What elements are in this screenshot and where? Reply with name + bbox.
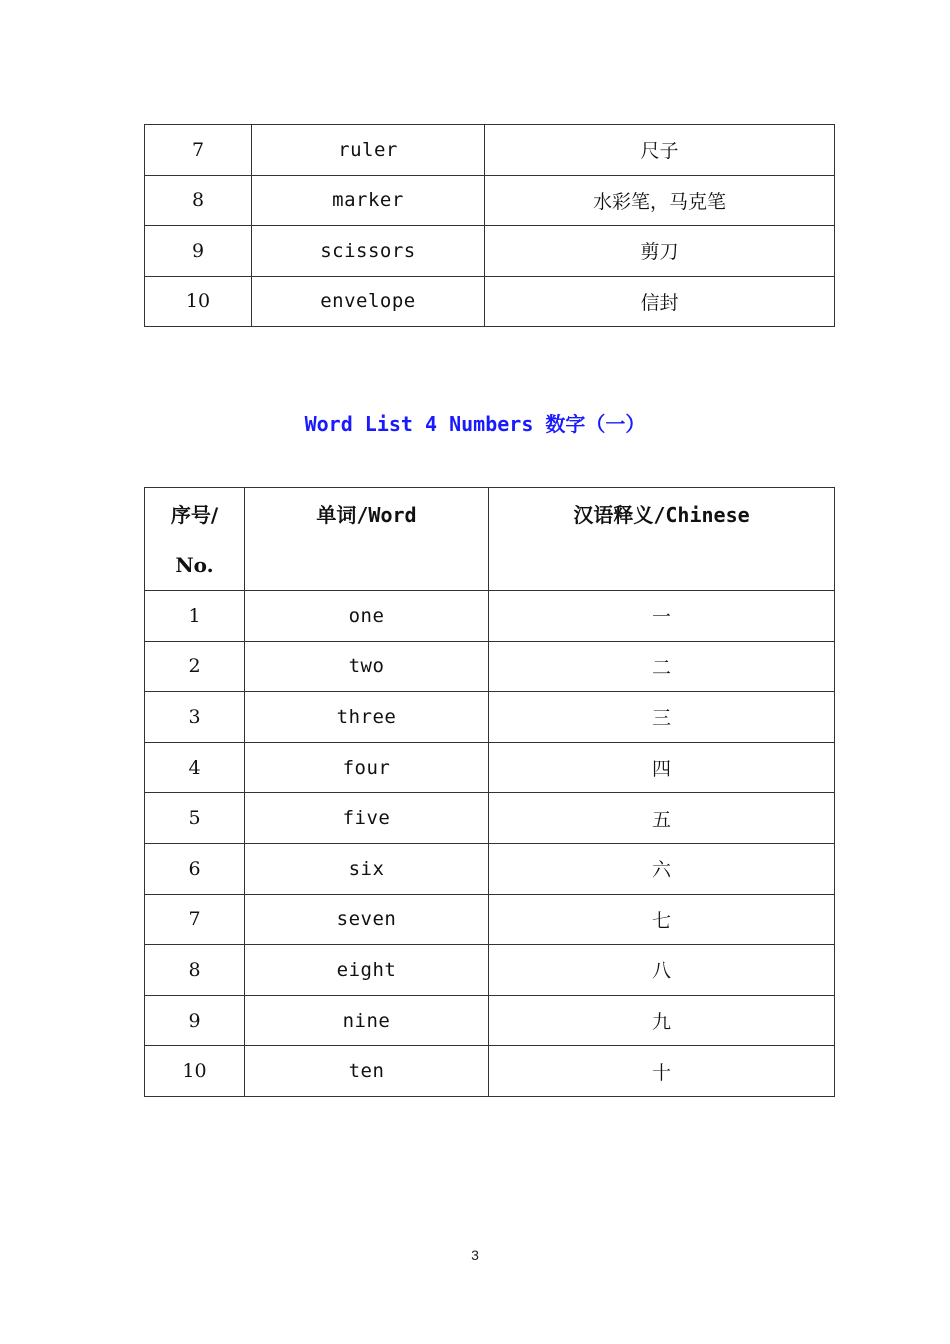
section-title: Word List 4 Numbers 数字（一）: [304, 412, 646, 436]
english-word: eight: [245, 945, 489, 996]
table-row: [145, 692, 835, 743]
english-word: ruler: [252, 125, 485, 176]
english-word: envelope: [252, 276, 485, 327]
chinese-meaning: 六: [489, 843, 835, 894]
chinese-meaning: 八: [489, 945, 835, 996]
chinese-meaning: 信封: [485, 276, 835, 327]
english-word: six: [245, 843, 489, 894]
chinese-meaning: 水彩笔，马克笔: [485, 175, 835, 226]
english-word: nine: [245, 995, 489, 1046]
chinese-meaning: 二: [489, 641, 835, 692]
chinese-meaning: 三: [489, 692, 835, 743]
vocabulary-table-continued: [144, 124, 835, 327]
row-number: 7: [145, 125, 252, 176]
header-chinese: 汉语释义/Chinese: [489, 488, 835, 591]
chinese-meaning: 一: [489, 591, 835, 642]
english-word: ten: [245, 1046, 489, 1097]
english-word: four: [245, 742, 489, 793]
english-word: two: [245, 641, 489, 692]
row-number: 9: [145, 995, 245, 1046]
table-row: [145, 843, 835, 894]
row-number: 1: [145, 591, 245, 642]
table-row: [145, 1046, 835, 1097]
table-row: [145, 591, 835, 642]
table-row: [145, 226, 835, 277]
english-word: five: [245, 793, 489, 844]
header-number: [145, 488, 245, 591]
header-number-line2: No.: [175, 553, 214, 577]
table-header-row: [145, 488, 835, 591]
table-row: [145, 125, 835, 176]
table-row: [145, 742, 835, 793]
row-number: 3: [145, 692, 245, 743]
chinese-meaning: 七: [489, 894, 835, 945]
table-row: [145, 641, 835, 692]
row-number: 8: [145, 175, 252, 226]
english-word: seven: [245, 894, 489, 945]
chinese-meaning: 五: [489, 793, 835, 844]
chinese-meaning: 四: [489, 742, 835, 793]
row-number: 9: [145, 226, 252, 277]
chinese-meaning: 十: [489, 1046, 835, 1097]
table-row: [145, 995, 835, 1046]
header-number-line1: 序号/: [170, 503, 219, 527]
chinese-meaning: 尺子: [485, 125, 835, 176]
page-number: 3: [471, 1247, 479, 1263]
english-word: one: [245, 591, 489, 642]
row-number: 10: [145, 276, 252, 327]
english-word: marker: [252, 175, 485, 226]
header-word: 单词/Word: [245, 488, 489, 591]
row-number: 10: [145, 1046, 245, 1097]
english-word: scissors: [252, 226, 485, 277]
table-row: [145, 175, 835, 226]
table-row: [145, 945, 835, 996]
table-row: [145, 276, 835, 327]
row-number: 7: [145, 894, 245, 945]
chinese-meaning: 九: [489, 995, 835, 1046]
row-number: 8: [145, 945, 245, 996]
table-row: [145, 793, 835, 844]
chinese-meaning: 剪刀: [485, 226, 835, 277]
table-row: [145, 894, 835, 945]
row-number: 5: [145, 793, 245, 844]
row-number: 6: [145, 843, 245, 894]
row-number: 4: [145, 742, 245, 793]
english-word: three: [245, 692, 489, 743]
numbers-vocabulary-table: [144, 487, 835, 1097]
row-number: 2: [145, 641, 245, 692]
